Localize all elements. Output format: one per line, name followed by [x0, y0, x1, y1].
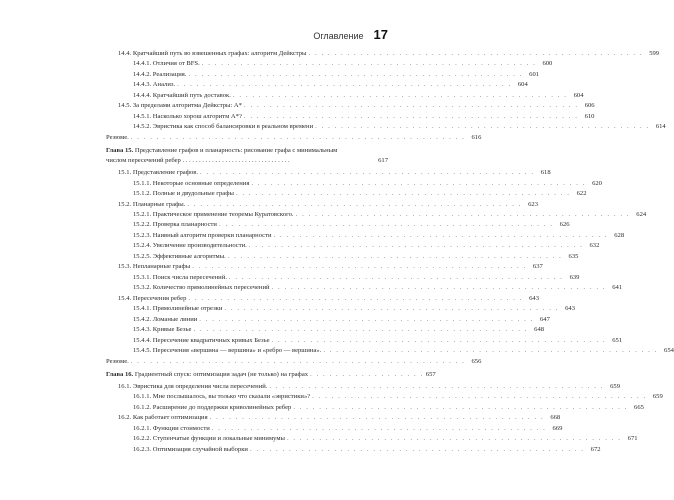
toc-entry[interactable] [106, 99, 595, 110]
toc-entry[interactable] [106, 198, 538, 208]
toc-entry[interactable] [106, 208, 647, 218]
table-of-contents [106, 47, 674, 453]
toc-entry-label: 14.4.4. Кратчайший путь доставок. [133, 91, 231, 99]
leader-dots: . . . . . . . . . . . . . . . . . . . . . . . . . . . . . . . . . . . . . . . . . . . . . . . . . . . . [295, 210, 631, 218]
leader-dots: . . . . . . . . . . . . . . . . . . . . . . . . . . . . . . . . . . . . . . . . . . . . . . . . . . . . [177, 81, 512, 89]
toc-entry[interactable] [106, 432, 638, 443]
toc-chapter-16[interactable] [106, 370, 436, 380]
toc-entry-page: 600 [542, 60, 553, 68]
toc-entry[interactable] [106, 355, 482, 365]
toc-entry-page: 639 [569, 273, 580, 281]
toc-entry-label: 15.4.1. Прямолинейные отрезки [133, 305, 223, 313]
leader-dots: . . . . . . . . . . . . . . . . . . . . . . . . . . . . . . . . . . . . . . . . . . . . . . . . . . . . [269, 383, 604, 390]
leader-dots: . . . . . . . . . . . . . . . . . . . . . . . . . . . . . . . . . . . . . . . . . . . . . . . . . . . . [249, 445, 585, 453]
toc-entry[interactable] [106, 229, 625, 239]
toc-entry[interactable] [106, 57, 553, 68]
toc-entry-page: 643 [565, 305, 575, 313]
toc-section-14 [106, 47, 666, 141]
toc-entry-label: 14.5.2. Эвристика как способ балансировки в реальном времени [133, 123, 314, 131]
toc-entry[interactable] [106, 78, 528, 89]
leader-dots: . . . . . . . . . . . . . . . . . . . . . . . . . . . . . . . . . . . . . . . . . . . . . . . . . . . . [286, 435, 622, 443]
toc-entry-page: 599 [649, 49, 660, 57]
leader-dots: . . . . . . . . . . . . . . . . . . . . . . . . . . . . . . . . . . . . . . . . . . . . . . . . . . . . [193, 326, 529, 334]
toc-entry[interactable] [106, 323, 545, 334]
toc-entry-page: 671 [627, 435, 638, 443]
leader-dots: . . . . . . . . . . . . . . . . . . . . . . . . . . . . . . . . . . . . . . . . . . . . . . . . . . . . [232, 91, 568, 99]
leader-dots: . . . . . . . . . . . . . . . . . . . . . . . . . . . . . . . . . . . . . . . . . . . . . . . . . . . . [312, 393, 647, 401]
leader-dots: . . . . . . . . . . . . . . . . . . . . . . . . . . . . . . . . . . . . . . . . . . . . . . . . . . . . [224, 305, 559, 313]
toc-entry[interactable] [106, 412, 561, 422]
toc-entry-label: 16.2.3. Оптимизация случайной выборки [133, 445, 248, 453]
toc-entry-page: 647 [539, 315, 550, 323]
toc-entry-label: 14.4.1. Отличия от BFS. [133, 60, 200, 68]
leader-dots: . . . . . . . . . . . . . . . . . . . . . . . . . . . . . . . . . . . . . . . . . . . . . . . . . . . . [130, 133, 466, 141]
toc-entry[interactable] [106, 177, 602, 187]
toc-entry-label: 16.2. Как работает оптимизация [118, 414, 208, 422]
leader-dots: . . . . . . . . . . . . . . . . . . . . . . . . . . . . . . . . . . . . . . . . . . . . . . . . . . . . [248, 242, 584, 250]
toc-entry[interactable] [106, 281, 623, 292]
toc-entry-label: 15.2.4. Увеличение производительности. [133, 242, 247, 250]
leader-dots: . . . . . . . . . . . . . . . . . . [310, 371, 424, 379]
header-title: Оглавление [313, 31, 364, 41]
leader-dots: . . . . . . . . . . . . . . . . . . . . . . . . . . . . . . . . . . . . . . . . . . . . . . . . . . . . [235, 190, 571, 198]
toc-entry-page: 635 [568, 252, 579, 260]
toc-entry-label: 16.2.2. Ступенчатые функции и локальные минимумы [133, 435, 285, 443]
toc-entry[interactable] [106, 110, 595, 120]
leader-dots: . . . . . . . . . . . . . . . . . . . . . . . . . . . . . . . . . . . . . . . . . . . . . . . . . . . . [200, 169, 535, 177]
leader-dots: . . . . . . . . . . . . . . . . . . . . . . . . . . . . . . . . . . . . . . . . . . . . . . . . . . . . [211, 424, 547, 432]
toc-entry-label: 16.1.2. Расширение до поддержки криволинейных ребер [133, 403, 292, 411]
toc-entry[interactable] [106, 187, 587, 198]
toc-entry-page: 659 [610, 383, 620, 390]
toc-entry-page: 601 [529, 70, 540, 78]
leader-dots: . . . . . . . . . . . . . . . . . . . . . . . . . . . . . . . . . . . . . . . . . . . . . . . . . . . . [218, 221, 554, 229]
leader-dots: . . . . . . . . . . . . . . . . . . . . . . . . . . . . . . . . . . . . . . . . . . . . . . . . . . . . [243, 102, 579, 110]
toc-entry-page: 665 [634, 403, 644, 411]
leader-dots: . . . . . . . . . . . . . . . . . . . . . . . . . . . . . . . . . . . . . . . . . . . . . . . . . . . . [201, 60, 537, 68]
toc-entry-page: 622 [576, 190, 587, 198]
toc-section-15 [106, 166, 674, 365]
toc-entry[interactable] [106, 260, 543, 271]
toc-entry-label: 15.4.4. Пересечение квадратичных кривых Безье [133, 336, 270, 344]
toc-entry-label: Резюме. [106, 133, 129, 141]
toc-entry[interactable] [106, 443, 601, 453]
toc-entry-label: 15.2. Планарные графы. [118, 200, 186, 208]
toc-entry[interactable] [106, 47, 660, 57]
toc-entry[interactable] [106, 166, 551, 177]
toc-entry[interactable] [106, 68, 540, 78]
toc-entry[interactable] [106, 292, 539, 302]
toc-entry-label: 15.3.2. Количество прямолинейных пересечений [133, 284, 270, 292]
leader-dots: . . . . . . . . . . . . . . . . . . . . . . . . . . . . . . . . . . . . . . . . . . . . . . . . . . . . [293, 403, 628, 411]
leader-dots: . . . . . . . . . . . . . . . . . . . . . . . . . . . . . . . . . . . . . . . . . . . . . . . . . . . . [192, 263, 527, 271]
toc-entry-page: 604 [517, 81, 528, 89]
leader-dots: . . . . . . . . . . . . . . . . . . . . . . . . . . . . . . . . . . . . . . . . . . . . . . . . . . . . [273, 231, 609, 239]
chapter-16-title: Градиентный спуск: оптимизация задач (не только) на графах [133, 371, 309, 379]
chapter-15-page: 617 [378, 157, 388, 165]
toc-chapter-15[interactable] [106, 146, 388, 166]
leader-dots: . . . . . . . . . . . . . . . . . . . . . . . . . . . . . . . . . . . . . . . . . . . . . . . . . . . . [251, 179, 586, 187]
toc-entry-page: 606 [584, 102, 595, 110]
leader-dots: . . . . . . . . . . . . . . . . . . . . . . . . . . . . . . . . . . . . . . . . . . . . . . . . . . . . [227, 252, 563, 260]
toc-entry-page: 620 [592, 179, 602, 187]
leader-dots: . . . . . . . . . . . . . . . . . . . . . . . . . . . . . . . . . . . . . . . . . . . . . . . . . . . . [308, 49, 644, 57]
toc-entry[interactable] [106, 250, 579, 260]
toc-entry[interactable] [106, 240, 600, 250]
toc-entry-page: 672 [590, 445, 601, 453]
leader-dots: . . . . . . . . . . . . . . . . . . . . . . . . . . . . . . . . . . . . . . . . . . . . . . . . . . . . [199, 315, 534, 323]
leader-dots: . . . . . . . . . . . . . . . . . . . . . . . . . . . . . . . . . . . . . . . . . . . . . . . . . . . . [228, 273, 564, 281]
toc-entry-label: 15.2.5. Эффективные алгоритмы. [133, 252, 226, 260]
leader-dots: . . . . . . . . . . . . . . . . . . . . . . . . . . . . . . . . . [180, 157, 290, 165]
toc-entry-page: 659 [652, 393, 663, 401]
toc-entry[interactable] [106, 313, 550, 323]
toc-entry-page: 628 [614, 231, 625, 239]
toc-entry[interactable] [106, 271, 580, 281]
toc-entry-page: 654 [664, 347, 674, 355]
toc-entry-label: Резюме. [106, 357, 129, 365]
leader-dots: . . . . . . . . . . . . . . . . . . . . . . . . . . . . . . . . . . . . . . . . . . . . . . . . . . . . [323, 347, 658, 355]
page-number: 17 [373, 27, 388, 42]
toc-entry[interactable] [106, 334, 623, 344]
leader-dots: . . . . . . . . . . . . . . . . . . . . . . . . . . . . . . . . . . . . . . . . . . . . . . . . . . . . [209, 414, 545, 422]
toc-entry[interactable] [106, 131, 482, 141]
leader-dots: . . . . . . . . . . . . . . . . . . . . . . . . . . . . . . . . . . . . . . . . . . . . . . . . . . . . [271, 284, 607, 292]
toc-entry-label: 15.1.2. Полные и двудольные графы [133, 190, 234, 198]
leader-dots: . . . . . . . . . . . . . . . . . . . . . . . . . . . . . . . . . . . . . . . . . . . . . . . . . . . . [315, 123, 650, 131]
toc-entry-label: 15.2.3. Наивный алгоритм проверки планарности [133, 231, 272, 239]
chapter-15-title-line1: Представление графов и планарность: рисование графа с минимальным [133, 147, 338, 155]
toc-entry-label: 16.1.1. Мне послышалось, вы только что сказали «эвристики»? [133, 393, 311, 401]
toc-entry-page: 604 [573, 91, 584, 99]
toc-entry-page: 618 [540, 169, 551, 177]
leader-dots: . . . . . . . . . . . . . . . . . . . . . . . . . . . . . . . . . . . . . . . . . . . . . . . . . . . . [188, 294, 523, 302]
toc-section-16 [106, 380, 663, 453]
toc-entry-label: 14.4.3. Анализ. [133, 81, 176, 89]
toc-entry-label: 15.2.1. Практическое применение теоремы Куратовского. [133, 210, 294, 218]
toc-entry-label: 15.3.1. Поиск числа пересечений. [133, 273, 227, 281]
toc-entry-label: 15.4.5. Пересечения «вершина — вершина» и «ребро — вершина». [133, 347, 322, 355]
toc-entry-label: 14.5.1. Насколько хорош алгоритм A*? [133, 112, 242, 120]
toc-entry-page: 648 [534, 326, 545, 334]
toc-entry-label: 15.4.3. Кривые Безье [133, 326, 192, 334]
toc-entry[interactable] [106, 219, 570, 229]
toc-entry-page: 637 [532, 263, 543, 271]
toc-entry-page: 656 [471, 357, 482, 365]
toc-entry[interactable] [106, 422, 563, 432]
toc-entry-page: 624 [636, 210, 647, 218]
leader-dots: . . . . . . . . . . . . . . . . . . . . . . . . . . . . . . . . . . . . . . . . . . . . . . . . . . . . [130, 357, 466, 365]
running-header [313, 27, 388, 42]
toc-entry[interactable] [106, 380, 620, 390]
toc-entry-label: 15.4. Пересечения ребер [118, 294, 187, 302]
toc-entry-label: 15.4.2. Ломаные линии [133, 315, 198, 323]
toc-entry-label: 14.5. За пределами алгоритма Дейкстры: A* [118, 102, 242, 110]
toc-entry-label: 14.4. Кратчайший путь во взвешенных графах: алгоритм Дейкстры [118, 49, 307, 57]
toc-entry-page: 632 [589, 242, 600, 250]
leader-dots: . . . . . . . . . . . . . . . . . . . . . . . . . . . . . . . . . . . . . . . . . . . . . . . . . . . . [188, 70, 524, 78]
toc-entry-label: 15.1.1. Некоторые основные определения [133, 179, 250, 187]
leader-dots: . . . . . . . . . . . . . . . . . . . . . . . . . . . . . . . . . . . . . . . . . . . . . . . . . . . . [187, 200, 522, 208]
toc-entry-label: 15.2.2. Проверка планарности [133, 221, 217, 229]
toc-entry-label: 16.2.1. Функции стоимости [133, 424, 210, 432]
toc-entry-page: 626 [559, 221, 570, 229]
chapter-16-number: Глава 16. [106, 371, 134, 379]
toc-entry[interactable] [106, 344, 674, 355]
toc-entry-page: 669 [552, 424, 563, 432]
toc-entry[interactable] [106, 391, 663, 401]
toc-entry[interactable] [106, 401, 644, 411]
leader-dots: . . . . . . . . . . . . . . . . . . . . . . . . . . . . . . . . . . . . . . . . . . . . . . . . . . . . [271, 336, 607, 344]
toc-entry-label: 15.1. Представление графов. [118, 169, 199, 177]
toc-entry-label: 15.3. Непланарные графы [118, 263, 191, 271]
toc-entry[interactable] [106, 120, 666, 131]
toc-entry[interactable] [106, 89, 584, 99]
chapter-15-number: Глава 15. [106, 147, 134, 155]
toc-entry-label: 16.1. Эвристика для определения числа пересечений. [118, 383, 268, 390]
toc-entry-page: 623 [528, 200, 538, 208]
leader-dots: . . . . . . . . . . . . . . . . . . . . . . . . . . . . . . . . . . . . . . . . . . . . . . . . . . . . [243, 112, 579, 120]
chapter-15-title-line2: числом пересечений ребер [106, 157, 181, 165]
chapter-16-page: 657 [425, 371, 436, 379]
toc-entry-label: 14.4.2. Реализация. [133, 70, 187, 78]
toc-entry-page: 641 [612, 284, 623, 292]
toc-entry-page: 643 [529, 294, 539, 302]
toc-entry-page: 614 [655, 123, 666, 131]
toc-entry[interactable] [106, 302, 575, 313]
toc-entry-page: 668 [550, 414, 561, 422]
toc-entry-page: 610 [584, 112, 595, 120]
toc-entry-page: 616 [471, 133, 482, 141]
toc-entry-page: 651 [612, 336, 623, 344]
